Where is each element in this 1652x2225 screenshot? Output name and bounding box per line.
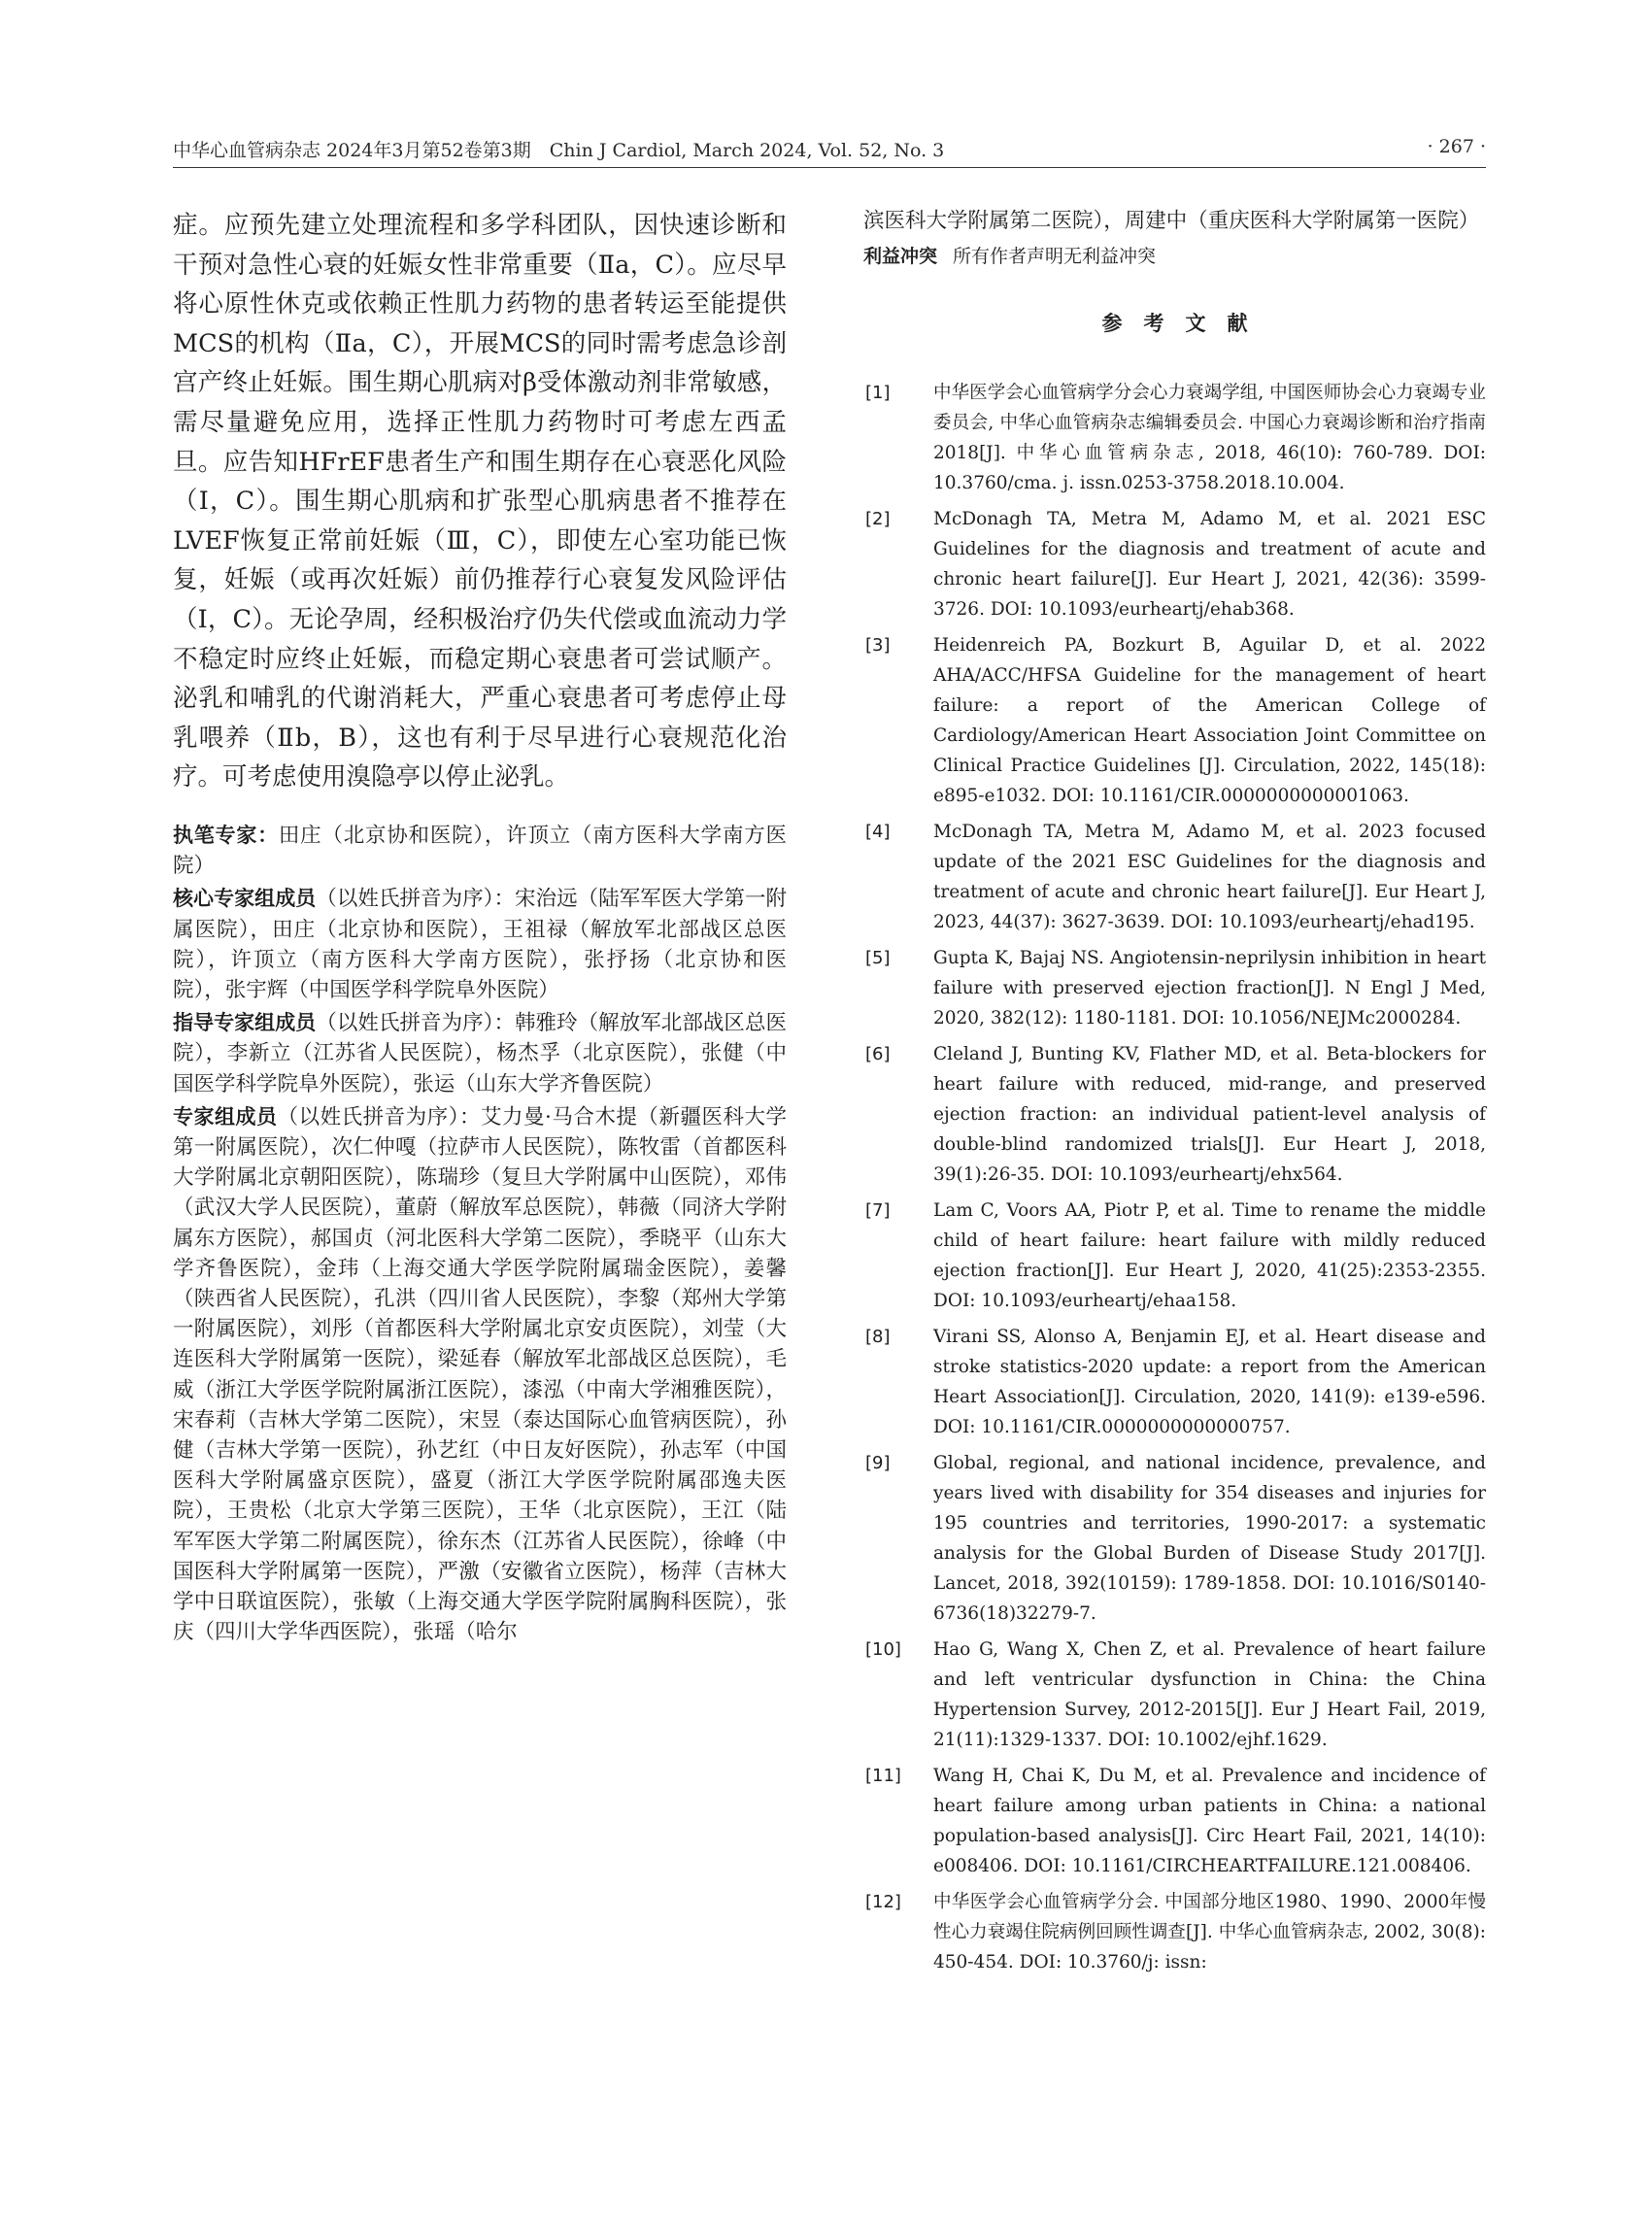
reference-item [863,630,1486,811]
conflict-label: 利益冲突 [863,246,938,268]
reference-number: [7] [865,1200,891,1222]
credit-core-experts [173,884,787,1005]
credit-guiding-experts [173,1008,787,1099]
reference-number: [4] [865,822,891,843]
credit-text: （以姓氏拼音为序）：韩雅玲（解放军北部战区总医院），李新立（江苏省人民医院），杨杰孚（北京医院），张健（中国医学科学院阜外医院），张运（山东大学齐鲁医院） [173,1011,788,1096]
reference-text: 中华医学会心血管病学分会心力衰竭学组, 中国医师协会心力衰竭专业委员会, 中华心血管病杂志编辑委员会. 中国心力衰竭诊断和治疗指南2018[J]. 中华心血管病杂志, 2018, 46(10): 760-789. DOI: 10.3760/cma. j. issn.0253-3758.2018.10.004. [933,383,1486,494]
reference-item [863,1196,1486,1316]
reference-number: [2] [865,509,891,530]
reference-item [863,943,1486,1033]
reference-text: Lam C, Voors AA, Piotr P, et al. Time to rename the middle child of heart failure: heart failure with mildly reduced ejection fraction[J]. Eur Heart J, 2020, 41(25):2353-2355. DOI: 10.1093/eurheartj/ehaa158. [933,1200,1486,1312]
reference-item [863,504,1486,624]
reference-text: Global, regional, and national incidence, prevalence, and years lived with disability for 354 diseases and injuries for 195 countries and territories, 1990-2017: a systematic analysis for the Global Burden of Disease Study 2017[J]. Lancet, 2018, 392(10159): 1789-1858. DOI: 10.1016/S0140-6736(18)32279-7. [933,1453,1486,1625]
reference-list [863,378,1486,1977]
reference-text: Cleland J, Bunting KV, Flather MD, et al. Beta-blockers for heart failure with reduced, mid-range, and preserved ejection fraction: an individual patient-level analysis of double-blind randomized trials[J]. Eur Heart J, 2018, 39(1):26-35. DOI: 10.1093/eurheartj/ehx564. [933,1044,1486,1186]
page-number: · 267 · [1427,136,1486,157]
reference-text: Heidenreich PA, Bozkurt B, Aguilar D, et al. 2022 AHA/ACC/HFSA Guideline for the management of heart failure: a report of the American College of Cardiology/American Heart Association Joint Committee on Clinical Practice Guidelines [J]. Circulation, 2022, 145(18): e895-e1032. DOI: 10.1161/CIR.0000000000001063. [933,635,1486,807]
reference-text: 中华医学会心血管病学分会. 中国部分地区1980、1990、2000年慢性心力衰竭住院病例回顾性调查[J]. 中华心血管病杂志, 2002, 30(8): 450-454. DOI: 10.3760/j: issn: [933,1892,1486,1973]
left-column [173,206,787,1650]
reference-item [863,1322,1486,1442]
credit-label: 核心专家组成员 [173,887,317,911]
credit-label: 指导专家组成员 [173,1011,317,1035]
conflict-of-interest [863,242,1486,271]
credit-text: （以姓氏拼音为序）：艾力曼·马合木提（新疆医科大学第一附属医院），次仁仲嘎（拉萨市人民医院），陈牧雷（首都医科大学附属北京朝阳医院），陈瑞珍（复旦大学附属中山医院），邓伟（武汉大学人民医院），董蔚（解放军总医院），韩薇（同济大学附属东方医院），郝国贞（河北医科大学第二医院），季晓平（山东大学齐鲁医院），金玮（上海交通大学医学院附属瑞金医院），姜馨（陕西省人民医院），孔洪（四川省人民医院），李黎（郑州大学第一附属医院），刘彤（首都医科大学附属北京安贞医院），刘莹（大连医科大学附属第一医院），梁延春（解放军北部战区总医院），毛威（浙江大学医学院附属浙江医院），漆泓（中南大学湘雅医院），宋春莉（吉林大学第二医院），宋昱（泰达国际心血管病医院），孙健（吉林大学第一医院），孙艺红（中日友好医院），孙志军（中国医科大学附属盛京医院），盛夏（浙江大学医学院附属邵逸夫医院），王贵松（北京大学第三医院），王华（北京医院），王江（陆军军医大学第二附属医院），徐东杰（江苏省人民医院），徐峰（中国医科大学附属第一医院），严激（安徽省立医院），杨萍（吉林大学中日联谊医院），张敏（上海交通大学医学院附属胸科医院），张庆（四川大学华西医院），张瑶（哈尔 [173,1104,788,1645]
right-column [863,206,1486,1983]
header-rule [173,167,1486,168]
reference-item [863,1635,1486,1755]
reference-number: [10] [865,1639,901,1661]
author-credits [173,821,787,1647]
reference-number: [6] [865,1044,891,1065]
reference-item [863,1448,1486,1629]
references-title: 参考文献 [1101,312,1269,336]
reference-text: Hao G, Wang X, Chen Z, et al. Prevalence of heart failure and left ventricular dysfunction in China: the China Hypertension Survey, 2012-2015[J]. Eur J Heart Fail, 2019, 21(11):1329-1337. DOI: 10.1002/ejhf.1629. [933,1639,1486,1751]
credits-continued: 滨医科大学附属第二医院），周建中（重庆医科大学附属第一医院） [863,209,1480,233]
credit-text: 田庄（北京协和医院），许顶立（南方医科大学南方医院） [173,823,787,879]
reference-number: [11] [865,1766,901,1787]
body-paragraph: 症。应预先建立处理流程和多学科团队，因快速诊断和干预对急性心衰的妊娠女性非常重要（Ⅱa，C）。应尽早将心原性休克或依赖正性肌力药物的患者转运至能提供MCS的机构（Ⅱa，C），开展MCS的同时需考虑急诊剖宫产终止妊娠。围生期心肌病对β受体激动剂非常敏感，需尽量避免应用，选择正性肌力药物时可考虑左西孟旦。应告知HFrEF患者生产和围生期存在心衰恶化风险（Ⅰ，C）。围生期心肌病和扩张型心肌病患者不推荐在LVEF恢复正常前妊娠（Ⅲ，C），即使左心室功能已恢复，妊娠（或再次妊娠）前仍推荐行心衰复发风险评估（Ⅰ，C）。无论孕周，经积极治疗仍失代偿或血流动力学不稳定时应终止妊娠，而稳定期心衰患者可尝试顺产。泌乳和哺乳的代谢消耗大，严重心衰患者可考虑停止母乳喂养（Ⅱb，B），这也有利于尽早进行心衰规范化治疗。可考虑使用溴隐亭以停止泌乳。 [173,211,787,792]
reference-number: [1] [865,383,891,404]
reference-number: [5] [865,948,891,969]
credit-expert-members [173,1102,787,1648]
running-header [173,136,1486,175]
credit-writing-experts [173,821,787,881]
reference-item [863,1039,1486,1190]
reference-text: McDonagh TA, Metra M, Adamo M, et al. 2021 ESC Guidelines for the diagnosis and treatment of acute and chronic heart failure[J]. Eur Heart J, 2021, 42(36): 3599-3726. DOI: 10.1093/eurheartj/ehab368. [933,509,1486,621]
reference-number: [9] [865,1453,891,1474]
reference-text: Gupta K, Bajaj NS. Angiotensin-neprilysin inhibition in heart failure with preserved ejection fraction[J]. N Engl J Med, 2020, 382(12): 1180-1181. DOI: 10.1056/NEJMc2000284. [933,948,1486,1029]
reference-number: [8] [865,1327,891,1348]
reference-number: [12] [865,1892,901,1913]
reference-item [863,378,1486,498]
conflict-text: 所有作者声明无利益冲突 [953,246,1157,268]
reference-item [863,1761,1486,1881]
credit-label: 执笔专家： [173,823,279,847]
reference-item [863,1887,1486,1977]
journal-citation: 中华心血管病杂志 2024年3月第52卷第3期 Chin J Cardiol, March 2024, Vol. 52, No. 3 [173,140,945,161]
reference-item [863,817,1486,937]
reference-number: [3] [865,635,891,657]
reference-text: Virani SS, Alonso A, Benjamin EJ, et al. Heart disease and stroke statistics-2020 update: a report from the American Heart Association[J]. Circulation, 2020, 141(9): e139-e596. DOI: 10.1161/CIR.0000000000000757. [933,1327,1486,1438]
reference-text: Wang H, Chai K, Du M, et al. Prevalence and incidence of heart failure among urban patients in China: a national population-based analysis[J]. Circ Heart Fail, 2021, 14(10): e008406. DOI: 10.1161/CIRCHEARTFAILURE.121.008406. [933,1766,1486,1877]
credit-label: 专家组成员 [173,1104,278,1129]
reference-text: McDonagh TA, Metra M, Adamo M, et al. 2023 focused update of the 2021 ESC Guidelines for the diagnosis and treatment of acute and chronic heart failure[J]. Eur Heart J, 2023, 44(37): 3627-3639. DOI: 10.1093/eurheartj/ehad195. [933,822,1486,933]
credit-text: （以姓氏拼音为序）：宋治远（陆军军医大学第一附属医院），田庄（北京协和医院），王祖禄（解放军北部战区总医院），许顶立（南方医科大学南方医院），张抒扬（北京协和医院），张宇辉（中国医学科学院阜外医院） [173,887,788,1002]
